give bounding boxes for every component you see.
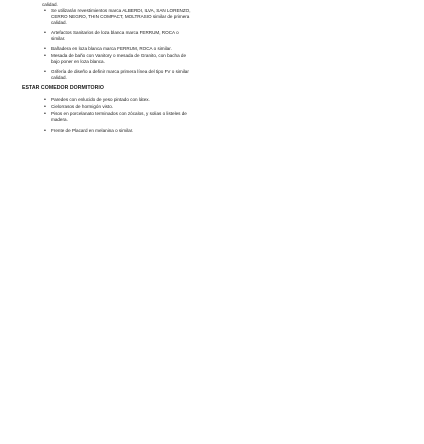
bullet-icon: •	[44, 104, 46, 110]
bullet-icon: •	[44, 8, 46, 14]
list-item	[44, 97, 404, 103]
list-item-text: similar.	[51, 36, 66, 41]
list-item	[44, 69, 404, 81]
list-item-text: Pisos en porcelanato terminados con zócalos, y solias o listeles de	[51, 111, 187, 116]
list-item-text: Paredes con enlucido de yeso pintado con látex.	[51, 97, 150, 102]
list-item-text: Cielorrasos de hormigón visto.	[51, 104, 114, 109]
list-item-text: bajo poner en loza blanca.	[51, 59, 105, 64]
living-room-spec-list	[20, 97, 404, 134]
bullet-icon: •	[44, 46, 46, 52]
list-item	[44, 128, 404, 134]
section-heading: ESTAR COMEDOR DORMITORIO	[22, 85, 104, 91]
bullet-icon: •	[44, 97, 46, 103]
list-item-text: CERRO NEGRO, THIN COMPACT, MOLTRASIO similar de primera	[51, 14, 190, 19]
list-item-text: Grifería de diseño a definir marca primera línea del tipo FV o similar	[51, 69, 189, 74]
bullet-icon: •	[44, 128, 46, 134]
bullet-icon: •	[44, 69, 46, 75]
bullet-icon: •	[44, 30, 46, 36]
list-item-text: Se utilizarán revestimientos marca ALBERDI, ILVA, SAN LORENZO,	[51, 8, 191, 13]
list-item	[44, 53, 404, 65]
list-item-text: Bañadera en loza blanca marca FERRUM, ROCA o similar.	[51, 46, 172, 51]
list-item-text: Frente de Placard en melanina o similar.	[51, 128, 134, 133]
bullet-icon: •	[44, 111, 46, 117]
list-item-text: Mesada de baño con Vanitory o mesada de Granito, con bacha de	[51, 53, 187, 58]
list-item-text: calidad.	[51, 20, 67, 25]
bathroom-spec-list	[20, 8, 404, 81]
list-item-text: Artefactos Sanitarios de loza blanca marca FERRUM, ROCA o	[51, 30, 179, 35]
list-item-text: calidad.	[51, 75, 67, 80]
list-item	[44, 30, 404, 42]
list-item	[44, 8, 404, 26]
continued-text: calidad.	[42, 2, 58, 7]
list-item	[44, 111, 404, 123]
list-item	[44, 46, 404, 52]
bullet-icon: •	[44, 53, 46, 59]
list-item-text: madera.	[51, 117, 68, 122]
list-item	[44, 104, 404, 110]
